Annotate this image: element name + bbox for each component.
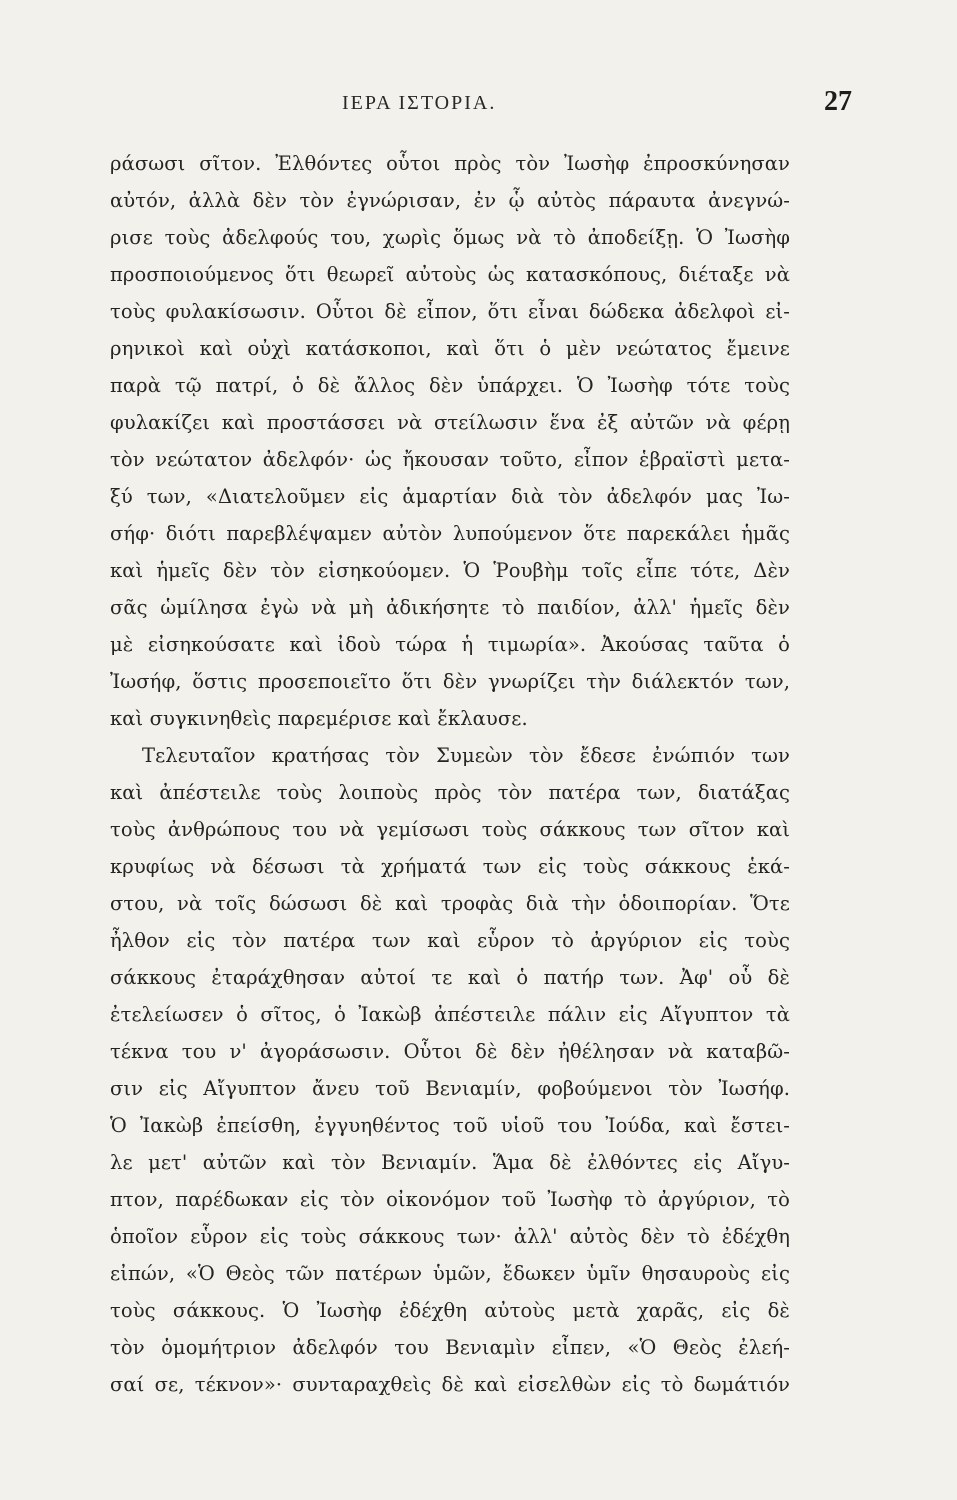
- text-line: Ὁ Ἰακὼβ ἐπείσθη, ἐγγυηθέντος τοῦ υἱοῦ του Ἰούδα, καὶ ἔστει-: [110, 1114, 790, 1137]
- text-line: καὶ ἀπέστειλε τοὺς λοιποὺς πρὸς τὸν πατέρα των, διατάξας: [110, 781, 790, 804]
- text-line: στου, νὰ τοῖς δώσωσι δὲ καὶ τροφὰς διὰ τὴν ὁδοιπορίαν. Ὅτε: [110, 892, 790, 915]
- text-line: Ἰωσήφ, ὅστις προσεποιεῖτο ὅτι δὲν γνωρίζει τὴν διάλεκτόν των,: [110, 670, 790, 693]
- text-line: τοὺς φυλακίσωσιν. Οὗτοι δὲ εἶπον, ὅτι εἶναι δώδεκα ἀδελφοὶ εἰ-: [110, 300, 790, 323]
- text-line: σάκκους ἐταράχθησαν αὐτοί τε καὶ ὁ πατήρ των. Ἀφ' οὗ δὲ: [110, 966, 790, 989]
- text-line: ἦλθον εἰς τὸν πατέρα των καὶ εὗρον τὸ ἀργύριον εἰς τοὺς: [110, 929, 790, 952]
- paragraph-start-line: Τελευταῖον κρατήσας τὸν Συμεὼν τὸν ἔδεσε ἐνώπιόν των: [142, 744, 790, 767]
- text-line: λε μετ' αὐτῶν καὶ τὸν Βενιαμίν. Ἅμα δὲ ἐλθόντες εἰς Αἴγυ-: [110, 1151, 790, 1174]
- text-line: σᾶς ὡμίλησα ἐγὼ νὰ μὴ ἀδικήσητε τὸ παιδίον, ἀλλ' ἡμεῖς δὲν: [110, 596, 790, 619]
- text-line: ρηνικοὶ καὶ οὐχὶ κατάσκοποι, καὶ ὅτι ὁ μὲν νεώτατος ἔμεινε: [110, 337, 790, 360]
- paragraph-end-line: καὶ συγκινηθεὶς παρεμέρισε καὶ ἔκλαυσε.: [110, 707, 528, 730]
- text-line: ράσωσι σῖτον. Ἐλθόντες οὗτοι πρὸς τὸν Ἰωσὴφ ἐπροσκύνησαν: [110, 152, 790, 175]
- text-line: τὸν ὁμομήτριον ἀδελφόν του Βενιαμὶν εἶπεν, «Ὁ Θεὸς ἐλεή-: [110, 1336, 790, 1359]
- text-line: κρυφίως νὰ δέσωσι τὰ χρήματά των εἰς τοὺς σάκκους ἑκά-: [110, 855, 790, 878]
- text-line: πτον, παρέδωκαν εἰς τὸν οἰκονόμον τοῦ Ἰωσὴφ τὸ ἀργύριον, τὸ: [110, 1188, 790, 1211]
- text-line: ὁποῖον εὗρον εἰς τοὺς σάκκους των· ἀλλ' αὐτὸς δὲν τὸ ἐδέχθη: [110, 1225, 790, 1248]
- text-line: παρὰ τῷ πατρί, ὁ δὲ ἄλλος δὲν ὑπάρχει. Ὁ Ἰωσὴφ τότε τοὺς: [110, 374, 790, 397]
- text-line: ξύ των, «Διατελοῦμεν εἰς ἁμαρτίαν διὰ τὸν ἀδελφόν μας Ἰω-: [110, 485, 790, 508]
- text-line: σήφ· διότι παρεβλέψαμεν αὐτὸν λυπούμενον ὅτε παρεκάλει ἡμᾶς: [110, 522, 790, 545]
- text-line: προσποιούμενος ὅτι θεωρεῖ αὐτοὺς ὡς κατασκόπους, διέταξε νὰ: [110, 263, 790, 286]
- text-line: αὐτόν, ἀλλὰ δὲν τὸν ἐγνώρισαν, ἐν ᾧ αὐτὸς πάραυτα ἀνεγνώ-: [110, 189, 790, 212]
- text-line: μὲ εἰσηκούσατε καὶ ἰδοὺ τώρα ἡ τιμωρία». Ἀκούσας ταῦτα ὁ: [110, 633, 790, 656]
- page-number: 27: [824, 86, 852, 117]
- text-line: τοὺς ἀνθρώπους του νὰ γεμίσωσι τοὺς σάκκους των σῖτον καὶ: [110, 818, 790, 841]
- text-line: τὸν νεώτατον ἀδελφόν· ὡς ἤκουσαν τοῦτο, εἶπον ἑβραϊστὶ μετα-: [110, 448, 790, 471]
- text-line: καὶ ἡμεῖς δὲν τὸν εἰσηκούομεν. Ὁ Ῥουβὴμ τοῖς εἶπε τότε, Δὲν: [110, 559, 790, 582]
- body-text: [110, 145, 790, 1403]
- text-line: ρισε τοὺς ἀδελφούς του, χωρὶς ὅμως νὰ τὸ ἀποδείξῃ. Ὁ Ἰωσὴφ: [110, 226, 790, 249]
- text-line: σιν εἰς Αἴγυπτον ἄνευ τοῦ Βενιαμίν, φοβούμενοι τὸν Ἰωσήφ.: [110, 1077, 790, 1100]
- text-line: φυλακίζει καὶ προστάσσει νὰ στείλωσιν ἕνα ἐξ αὐτῶν νὰ φέρῃ: [110, 411, 790, 434]
- text-line: τέκνα του ν' ἀγοράσωσιν. Οὗτοι δὲ δὲν ἠθέλησαν νὰ καταβῶ-: [110, 1040, 790, 1063]
- text-line: εἰπών, «Ὁ Θεὸς τῶν πατέρων ὑμῶν, ἔδωκεν ὑμῖν θησαυροὺς εἰς: [110, 1262, 790, 1285]
- text-line: σαί σε, τέκνον»· συνταραχθεὶς δὲ καὶ εἰσελθὼν εἰς τὸ δωμάτιόν: [110, 1373, 790, 1396]
- running-head: [0, 86, 957, 126]
- running-title: ΙΕΡΑ ΙΣΤΟΡΙΑ.: [342, 92, 497, 114]
- text-line: τοὺς σάκκους. Ὁ Ἰωσὴφ ἐδέχθη αὐτοὺς μετὰ χαρᾶς, εἰς δὲ: [110, 1299, 790, 1322]
- text-line: ἐτελείωσεν ὁ σῖτος, ὁ Ἰακὼβ ἀπέστειλε πάλιν εἰς Αἴγυπτον τὰ: [110, 1003, 790, 1026]
